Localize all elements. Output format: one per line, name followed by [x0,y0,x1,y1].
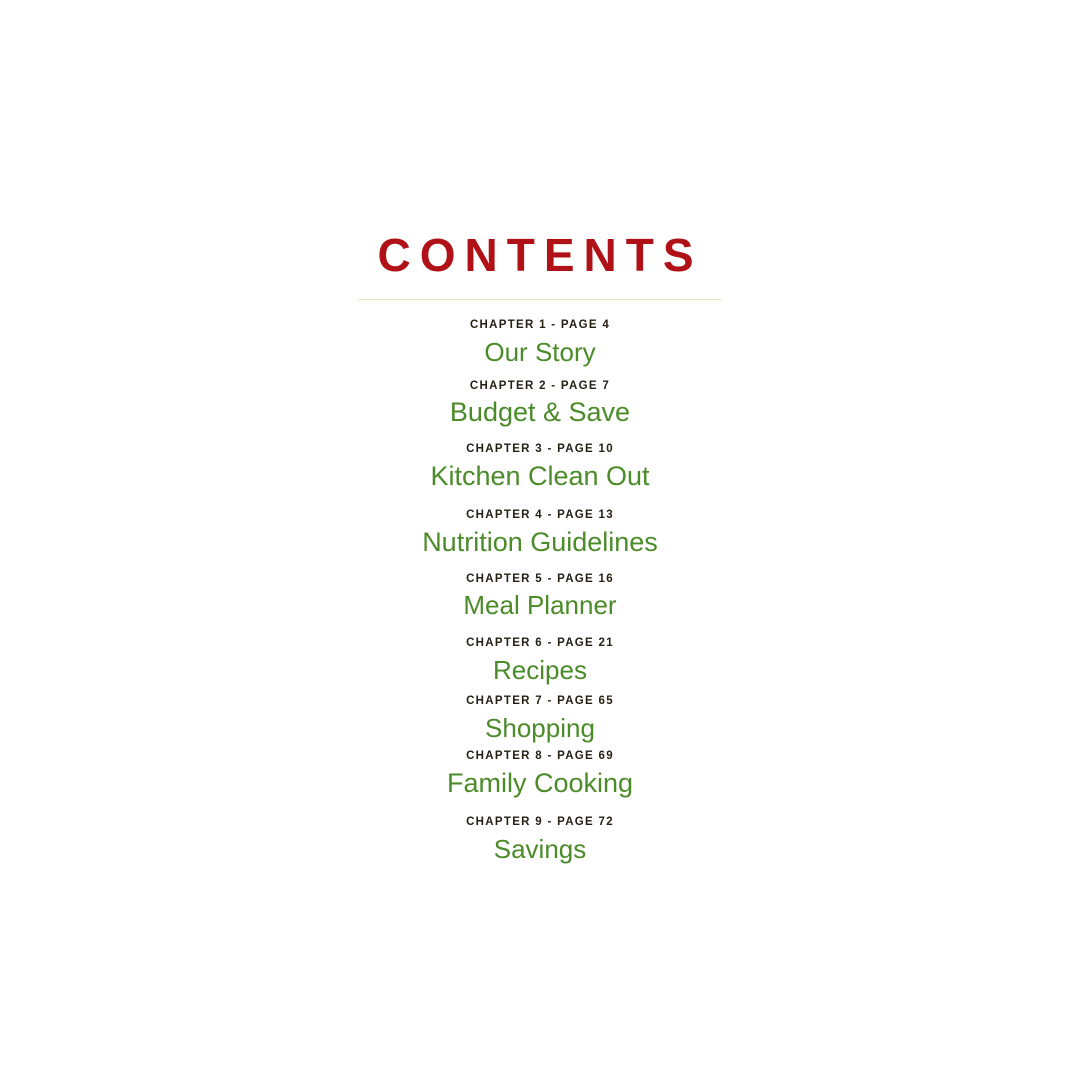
chapter-meta: CHAPTER 9 - PAGE 72 [466,816,614,829]
list-item[interactable] [450,377,630,430]
list-item[interactable] [466,813,614,865]
chapter-meta: CHAPTER 2 - PAGE 7 [469,380,611,393]
chapter-title: Our Story [484,336,596,367]
chapter-meta: CHAPTER 7 - PAGE 65 [466,695,614,708]
chapter-meta: CHAPTER 3 - PAGE 10 [466,443,614,456]
list-item[interactable] [466,634,614,686]
chapter-meta: CHAPTER 5 - PAGE 16 [466,572,614,585]
title-divider [358,299,722,300]
chapter-title: Shopping [485,712,595,743]
list-item[interactable] [463,570,616,622]
list-item[interactable] [466,692,614,744]
list-item[interactable] [430,440,649,493]
chapter-title: Recipes [493,654,587,685]
list-item[interactable] [470,316,610,368]
chapter-meta: CHAPTER 6 - PAGE 21 [466,637,614,650]
chapter-title: Meal Planner [463,589,617,620]
chapter-title: Family Cooking [446,767,634,798]
chapter-title: Budget & Save [449,397,631,428]
chapter-meta: CHAPTER 4 - PAGE 13 [466,509,614,522]
chapter-title: Kitchen Clean Out [430,460,650,491]
table-of-contents [0,228,1080,865]
chapter-meta: CHAPTER 1 - PAGE 4 [469,319,611,332]
list-item[interactable] [447,747,633,800]
chapter-title: Nutrition Guidelines [422,526,658,557]
list-item[interactable] [422,506,658,559]
chapter-title: Savings [493,833,587,864]
chapter-meta: CHAPTER 8 - PAGE 69 [466,750,614,763]
page-title: CONTENTS [377,229,703,281]
contents-entry-list [0,316,1080,865]
